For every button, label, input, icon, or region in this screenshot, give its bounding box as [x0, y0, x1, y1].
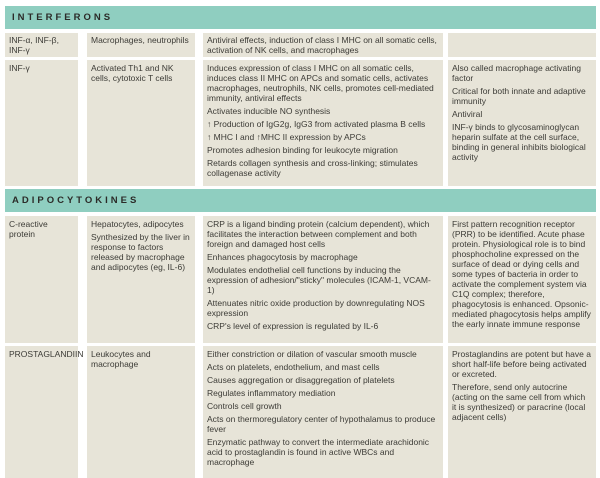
effect-paragraph: Acts on platelets, endothelium, and mast cells [207, 362, 380, 372]
note-paragraph: Prostaglandins are potent but have a short half-life before being activated or excreted. [452, 349, 591, 379]
cell-source [87, 33, 195, 57]
effect-paragraph: ↑ MHC I and ↑MHC II expression by APCs [207, 132, 366, 142]
cell-source [87, 216, 195, 343]
source-paragraph: Macrophages, neutrophils [91, 35, 189, 45]
cell-effects [203, 346, 443, 478]
cell-name [5, 216, 78, 343]
note-paragraph: Therefore, send only autocrine (acting on the same cell from which it is synthesized) or paracrine (local adjacent cells) [452, 382, 586, 422]
effect-paragraph: Controls cell growth [207, 401, 282, 411]
cell-notes [448, 216, 596, 343]
note-paragraph: INF-γ binds to glycosaminoglycan heparin sulfate at the cell surface, binding in general inhibits biological activity [452, 122, 586, 162]
section-title: INTERFERONS [12, 12, 114, 23]
source-paragraph: Hepatocytes, adipocytes [91, 219, 184, 229]
cytokine-name: C-reactive protein [9, 219, 48, 239]
cell-source [87, 60, 195, 186]
cytokine-name: INF-γ [9, 63, 30, 73]
effect-paragraph: CRP is a ligand binding protein (calcium dependent), which facilitates the interaction between complement and both foreign and damaged host cells [207, 219, 430, 249]
note-paragraph: Critical for both innate and adaptive immunity [452, 86, 586, 106]
cell-notes-empty [448, 33, 596, 57]
cell-notes [448, 60, 596, 186]
effect-paragraph: Retards collagen synthesis and cross-linking; stimulates collagenase activity [207, 158, 418, 178]
note-paragraph: Antiviral [452, 109, 483, 119]
source-paragraph: Synthesized by the liver in response to factors released by macrophage and adipocytes (eg, IL-6) [91, 232, 190, 272]
effect-paragraph: CRP's level of expression is regulated by IL-6 [207, 321, 379, 331]
effect-paragraph: Attenuates nitric oxide production by downregulating NOS expression [207, 298, 425, 318]
effect-paragraph: Enhances phagocytosis by macrophage [207, 252, 358, 262]
cell-name [5, 346, 84, 478]
cytokine-name: INF-α, INF-β, INF-γ [9, 35, 59, 55]
source-paragraph: Leukocytes and macrophage [91, 349, 151, 369]
cell-name [5, 60, 78, 186]
cell-name [5, 33, 78, 57]
effect-paragraph: Antiviral effects, induction of class I MHC on all somatic cells, activation of NK cells, and macrophages [207, 35, 437, 55]
cell-effects [203, 33, 443, 57]
effect-paragraph: Causes aggregation or disaggregation of platelets [207, 375, 395, 385]
table-row [5, 60, 596, 186]
section-header-interferons [5, 6, 596, 29]
effect-paragraph: Regulates inflammatory mediation [207, 388, 336, 398]
note-paragraph: Also called macrophage activating factor [452, 63, 581, 83]
table-row [5, 33, 596, 57]
cell-effects [203, 60, 443, 186]
cytokine-name: PROSTAGLANDIIN [9, 349, 84, 359]
section-title: ADIPOCYTOKINES [12, 195, 140, 206]
effect-paragraph: Activates inducible NO synthesis [207, 106, 331, 116]
effect-paragraph: Modulates endothelial cell functions by inducing the expression of adhesion/"sticky" molecules (ICAM-1, VCAM-1) [207, 265, 431, 295]
effect-paragraph: Promotes adhesion binding for leukocyte migration [207, 145, 398, 155]
effect-paragraph: Enzymatic pathway to convert the intermediate arachidonic acid to prostaglandin is found in active WBCs and macrophage [207, 437, 430, 467]
effect-paragraph: ↑ Production of IgG2g, IgG3 from activated plasma B cells [207, 119, 426, 129]
section-header-adipocytokines [5, 189, 596, 212]
effect-paragraph: Acts on thermoregulatory center of hypothalamus to produce fever [207, 414, 436, 434]
effect-paragraph: Induces expression of class I MHC on all somatic cells, induces class II MHC on APCs and somatic cells, activates macrophages, neutrophils, NK cells, promotes cell-mediated immunity, antiviral effects [207, 63, 434, 103]
cell-notes [448, 346, 596, 478]
effect-paragraph: Either constriction or dilation of vascular smooth muscle [207, 349, 417, 359]
table-row [5, 346, 596, 478]
note-paragraph: First pattern recognition receptor (PRR) to be identified. Acute phase protein. Physiological role is to bind phosphocholine expressed on the surface of dead or dying cells and some types of bacteria in order to activate the complement system via C1Q complex; therefore, phagocytosis is enhanced. Opsonic-mediated phagocytosis helps amplify the early innate immune response [452, 219, 591, 329]
table-row [5, 216, 596, 343]
cell-effects [203, 216, 443, 343]
source-paragraph: Activated Th1 and NK cells, cytotoxic T cells [91, 63, 174, 83]
cell-source [87, 346, 195, 478]
